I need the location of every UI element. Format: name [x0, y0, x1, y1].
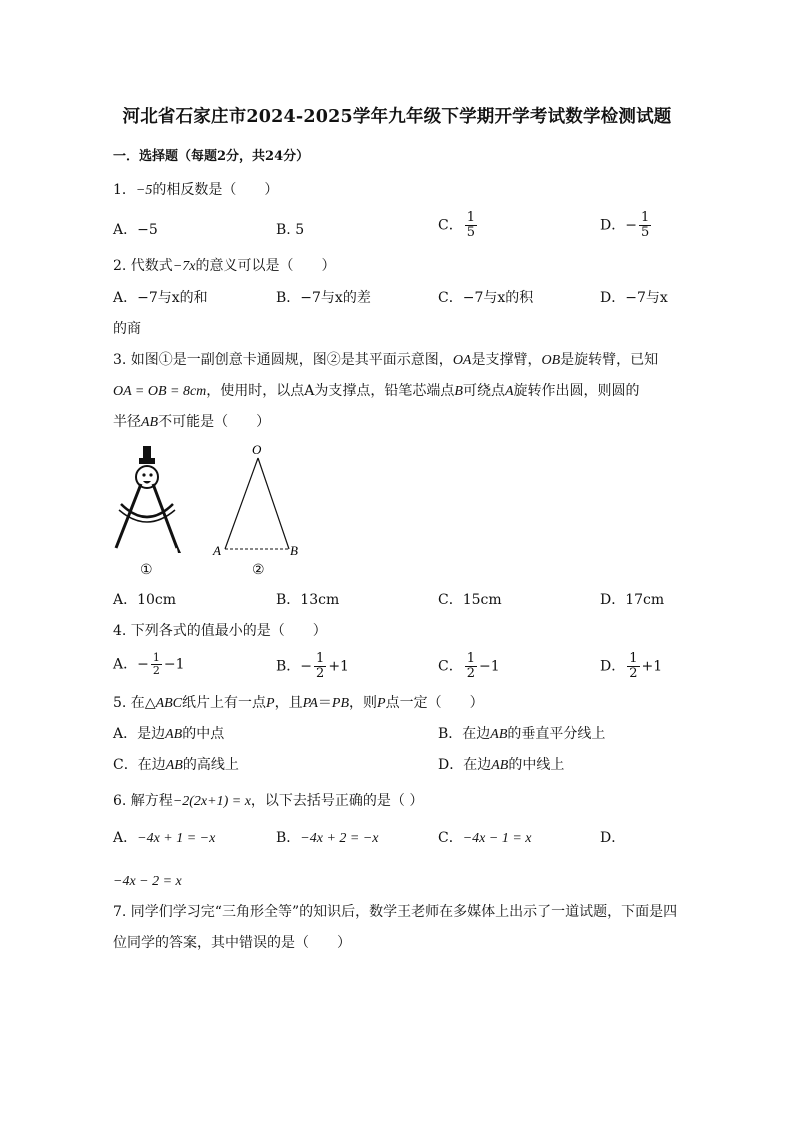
q5-math: P — [266, 696, 275, 711]
q3-option-a: A．10cm — [113, 592, 177, 608]
q4-option-a-fraction — [151, 652, 162, 677]
q1-option-d-sign: − — [625, 217, 637, 234]
q1-stem-text: 的相反数是（ ） — [152, 182, 279, 198]
q3-text: 是支撑臂， — [471, 352, 542, 368]
fraction-denominator: 2 — [152, 664, 160, 677]
q1-option-d-fraction — [639, 211, 651, 240]
fraction-denominator: 5 — [466, 225, 475, 240]
compass-eye — [149, 473, 152, 476]
q5-text: ，且 — [274, 695, 303, 711]
point-a-label: A — [213, 543, 221, 558]
q1-option-b: B. 5 — [276, 222, 305, 238]
q3-math: AB — [141, 415, 159, 430]
question-2-stem — [113, 256, 335, 277]
q5-option-text: 的中点 — [182, 726, 225, 742]
q6-text: 6. 解方程 — [113, 793, 173, 809]
q2-option-a-text: −7与x的和 — [137, 290, 208, 306]
q6-option-b — [276, 828, 379, 849]
q5-text: ，则 — [349, 695, 378, 711]
q2-option-d-label: D． — [600, 290, 626, 306]
question-3-line-1 — [113, 350, 658, 371]
q1-option-a: A．−5 — [113, 222, 158, 238]
q2-option-c — [438, 288, 533, 308]
q3-text: 3. 如图①是一副创意卡通圆规，图②是其平面示意图， — [113, 352, 453, 368]
q4-option-d-label: D． — [600, 658, 626, 675]
q6-option-c-text: −4x − 1 = x — [462, 831, 532, 846]
q6-equation: −2(2x+1) = x — [172, 794, 251, 809]
q3-text: 是旋转臂，已知 — [560, 352, 659, 368]
q1-option-c-fraction — [465, 211, 477, 240]
q6-option-a-text: −4x + 1 = −x — [137, 831, 216, 846]
figure-1-cartoon-compass — [105, 440, 195, 560]
q4-option-d-rest: +1 — [641, 658, 663, 675]
q2-option-c-label: C． — [438, 290, 463, 306]
q1-option-d-label: D． — [600, 217, 626, 234]
q2-option-b — [276, 288, 371, 308]
q5-math: △ABC — [144, 696, 183, 711]
compass-handle — [143, 446, 151, 458]
q2-option-b-text: −7与x的差 — [300, 290, 371, 306]
q4-option-b-fraction — [314, 652, 326, 681]
question-7-line-1: 7. 同学们学习完“三角形全等”的知识后，数学王老师在多媒体上出示了一道试题，下面是四 — [113, 904, 678, 920]
q2-option-b-label: B． — [276, 290, 301, 306]
question-5-stem — [113, 693, 484, 714]
q6-option-b-text: −4x + 2 = −x — [300, 831, 379, 846]
q6-option-c-label: C． — [438, 830, 463, 846]
fraction-denominator: 2 — [316, 666, 325, 681]
q1-number: 1． — [113, 182, 136, 198]
q4-option-c-fraction — [465, 652, 477, 681]
q3-text: 不可能是（ ） — [158, 414, 271, 430]
q6-option-b-label: B． — [276, 830, 301, 846]
page-title: 河北省石家庄市2024-2025学年九年级下学期开学考试数学检测试题 — [122, 107, 672, 127]
q5-option-text: D．在边 — [438, 757, 492, 773]
question-3-line-2 — [113, 381, 640, 402]
q5-option-a — [113, 724, 224, 745]
q3-text: 半径 — [113, 414, 141, 430]
fraction-denominator: 2 — [466, 666, 475, 681]
q3-text: ，使用时，以点A为支撑点，铅笔芯端点 — [206, 383, 455, 399]
q1-option-c — [438, 211, 479, 240]
compass-cap — [139, 458, 155, 464]
fraction-numerator: 1 — [466, 210, 475, 225]
q1-option-d — [600, 211, 653, 240]
q5-option-math: AB — [165, 758, 183, 773]
question-4-stem: 4. 下列各式的值最小的是（ ） — [113, 623, 327, 639]
q2-option-a — [113, 288, 208, 308]
q5-text: ＝ — [317, 695, 332, 711]
q5-option-math: AB — [491, 758, 509, 773]
segment-oa — [225, 458, 258, 549]
q5-option-math: AB — [165, 727, 183, 742]
q5-option-text: 的高线上 — [182, 757, 239, 773]
q5-text: 5. 在 — [113, 695, 145, 711]
q4-option-b-rest: +1 — [328, 658, 349, 675]
q5-option-c — [113, 755, 239, 776]
figure-2-triangle-diagram — [205, 442, 315, 562]
q3-option-c: C．15cm — [438, 592, 502, 608]
q5-option-text: 的垂直平分线上 — [507, 726, 606, 742]
q6-option-d-text — [113, 871, 182, 892]
fraction-numerator: 1 — [316, 651, 325, 666]
fraction-numerator: 1 — [629, 651, 638, 666]
q5-option-text: 的中线上 — [508, 757, 565, 773]
q3-math: OA — [452, 353, 472, 368]
fraction-numerator: 1 — [466, 651, 475, 666]
q3-math: OA = OB = 8cm — [113, 384, 207, 399]
q2-stem-text: 的意义可以是（ ） — [195, 258, 336, 274]
q6-text: ，以下去括号正确的是（ ） — [250, 793, 424, 809]
q5-option-text: A．是边 — [113, 726, 166, 742]
q6-option-a — [113, 828, 215, 849]
q3-math: OB — [541, 353, 561, 368]
q4-option-c — [438, 652, 500, 681]
q5-option-text: C．在边 — [113, 757, 166, 773]
q3-math: A — [504, 384, 514, 399]
q4-option-a-sign: − — [137, 656, 149, 673]
segment-ob — [258, 458, 289, 549]
q5-math: P — [377, 696, 386, 711]
q3-option-d: D．17cm — [600, 592, 665, 608]
figure-2-label: ② — [252, 562, 265, 578]
fraction-denominator: 5 — [640, 225, 650, 240]
q6-option-d-label: D． — [600, 830, 626, 846]
q3-option-b: B．13cm — [276, 592, 340, 608]
q5-math: PA — [302, 696, 318, 711]
q3-text: 可绕点 — [462, 383, 505, 399]
section-heading: 一．选择题（每题2分，共24分） — [113, 149, 310, 164]
q5-math: PB — [331, 696, 350, 711]
question-1-stem — [113, 180, 278, 201]
q2-option-d-continuation: 的商 — [113, 321, 141, 337]
q4-option-d — [600, 652, 662, 681]
question-6-stem — [113, 791, 423, 812]
question-3-line-3 — [113, 412, 270, 433]
compass-mouth — [143, 481, 151, 484]
q2-option-d-text: −7与x — [625, 290, 668, 306]
q6-option-c — [438, 828, 532, 849]
q4-option-b-sign: − — [300, 658, 313, 675]
q4-option-a — [113, 652, 185, 677]
point-o-label: O — [252, 442, 262, 457]
q5-option-text: B．在边 — [438, 726, 491, 742]
q4-option-a-rest: −1 — [163, 656, 185, 673]
q4-option-b — [276, 652, 349, 681]
q3-math: B — [454, 384, 463, 399]
q2-option-d — [600, 288, 668, 308]
q4-option-d-fraction — [627, 652, 639, 681]
q5-option-b — [438, 724, 605, 745]
q6-option-d-math: −4x − 2 = x — [113, 874, 182, 889]
q2-stem-prefix: 2. 代数式 — [113, 258, 173, 274]
q4-option-a-label: A． — [113, 656, 138, 673]
q2-option-c-text: −7与x的积 — [462, 290, 534, 306]
q6-option-a-label: A． — [113, 830, 138, 846]
q5-option-d — [438, 755, 564, 776]
q5-text: 纸片上有一点 — [182, 695, 267, 711]
q2-expression: −7x — [172, 259, 196, 274]
q1-expression: −5 — [135, 183, 153, 198]
fraction-denominator: 2 — [629, 666, 638, 681]
figure-1-label: ① — [140, 562, 153, 578]
question-7-line-2: 位同学的答案，其中错误的是（ ） — [113, 935, 351, 951]
q3-text: 旋转作出圆，则圆的 — [513, 383, 640, 399]
q4-option-b-label: B． — [276, 658, 301, 675]
q4-option-c-label: C． — [438, 658, 463, 675]
fraction-numerator: 1 — [640, 210, 650, 225]
q1-option-c-label: C． — [438, 217, 463, 234]
compass-eye — [142, 473, 145, 476]
q4-option-c-rest: −1 — [479, 658, 500, 675]
fraction-numerator: 1 — [152, 651, 160, 664]
point-b-label: B — [290, 543, 298, 558]
q5-text: 点一定（ ） — [385, 695, 484, 711]
q5-option-math: AB — [490, 727, 508, 742]
q2-option-a-label: A． — [113, 290, 138, 306]
